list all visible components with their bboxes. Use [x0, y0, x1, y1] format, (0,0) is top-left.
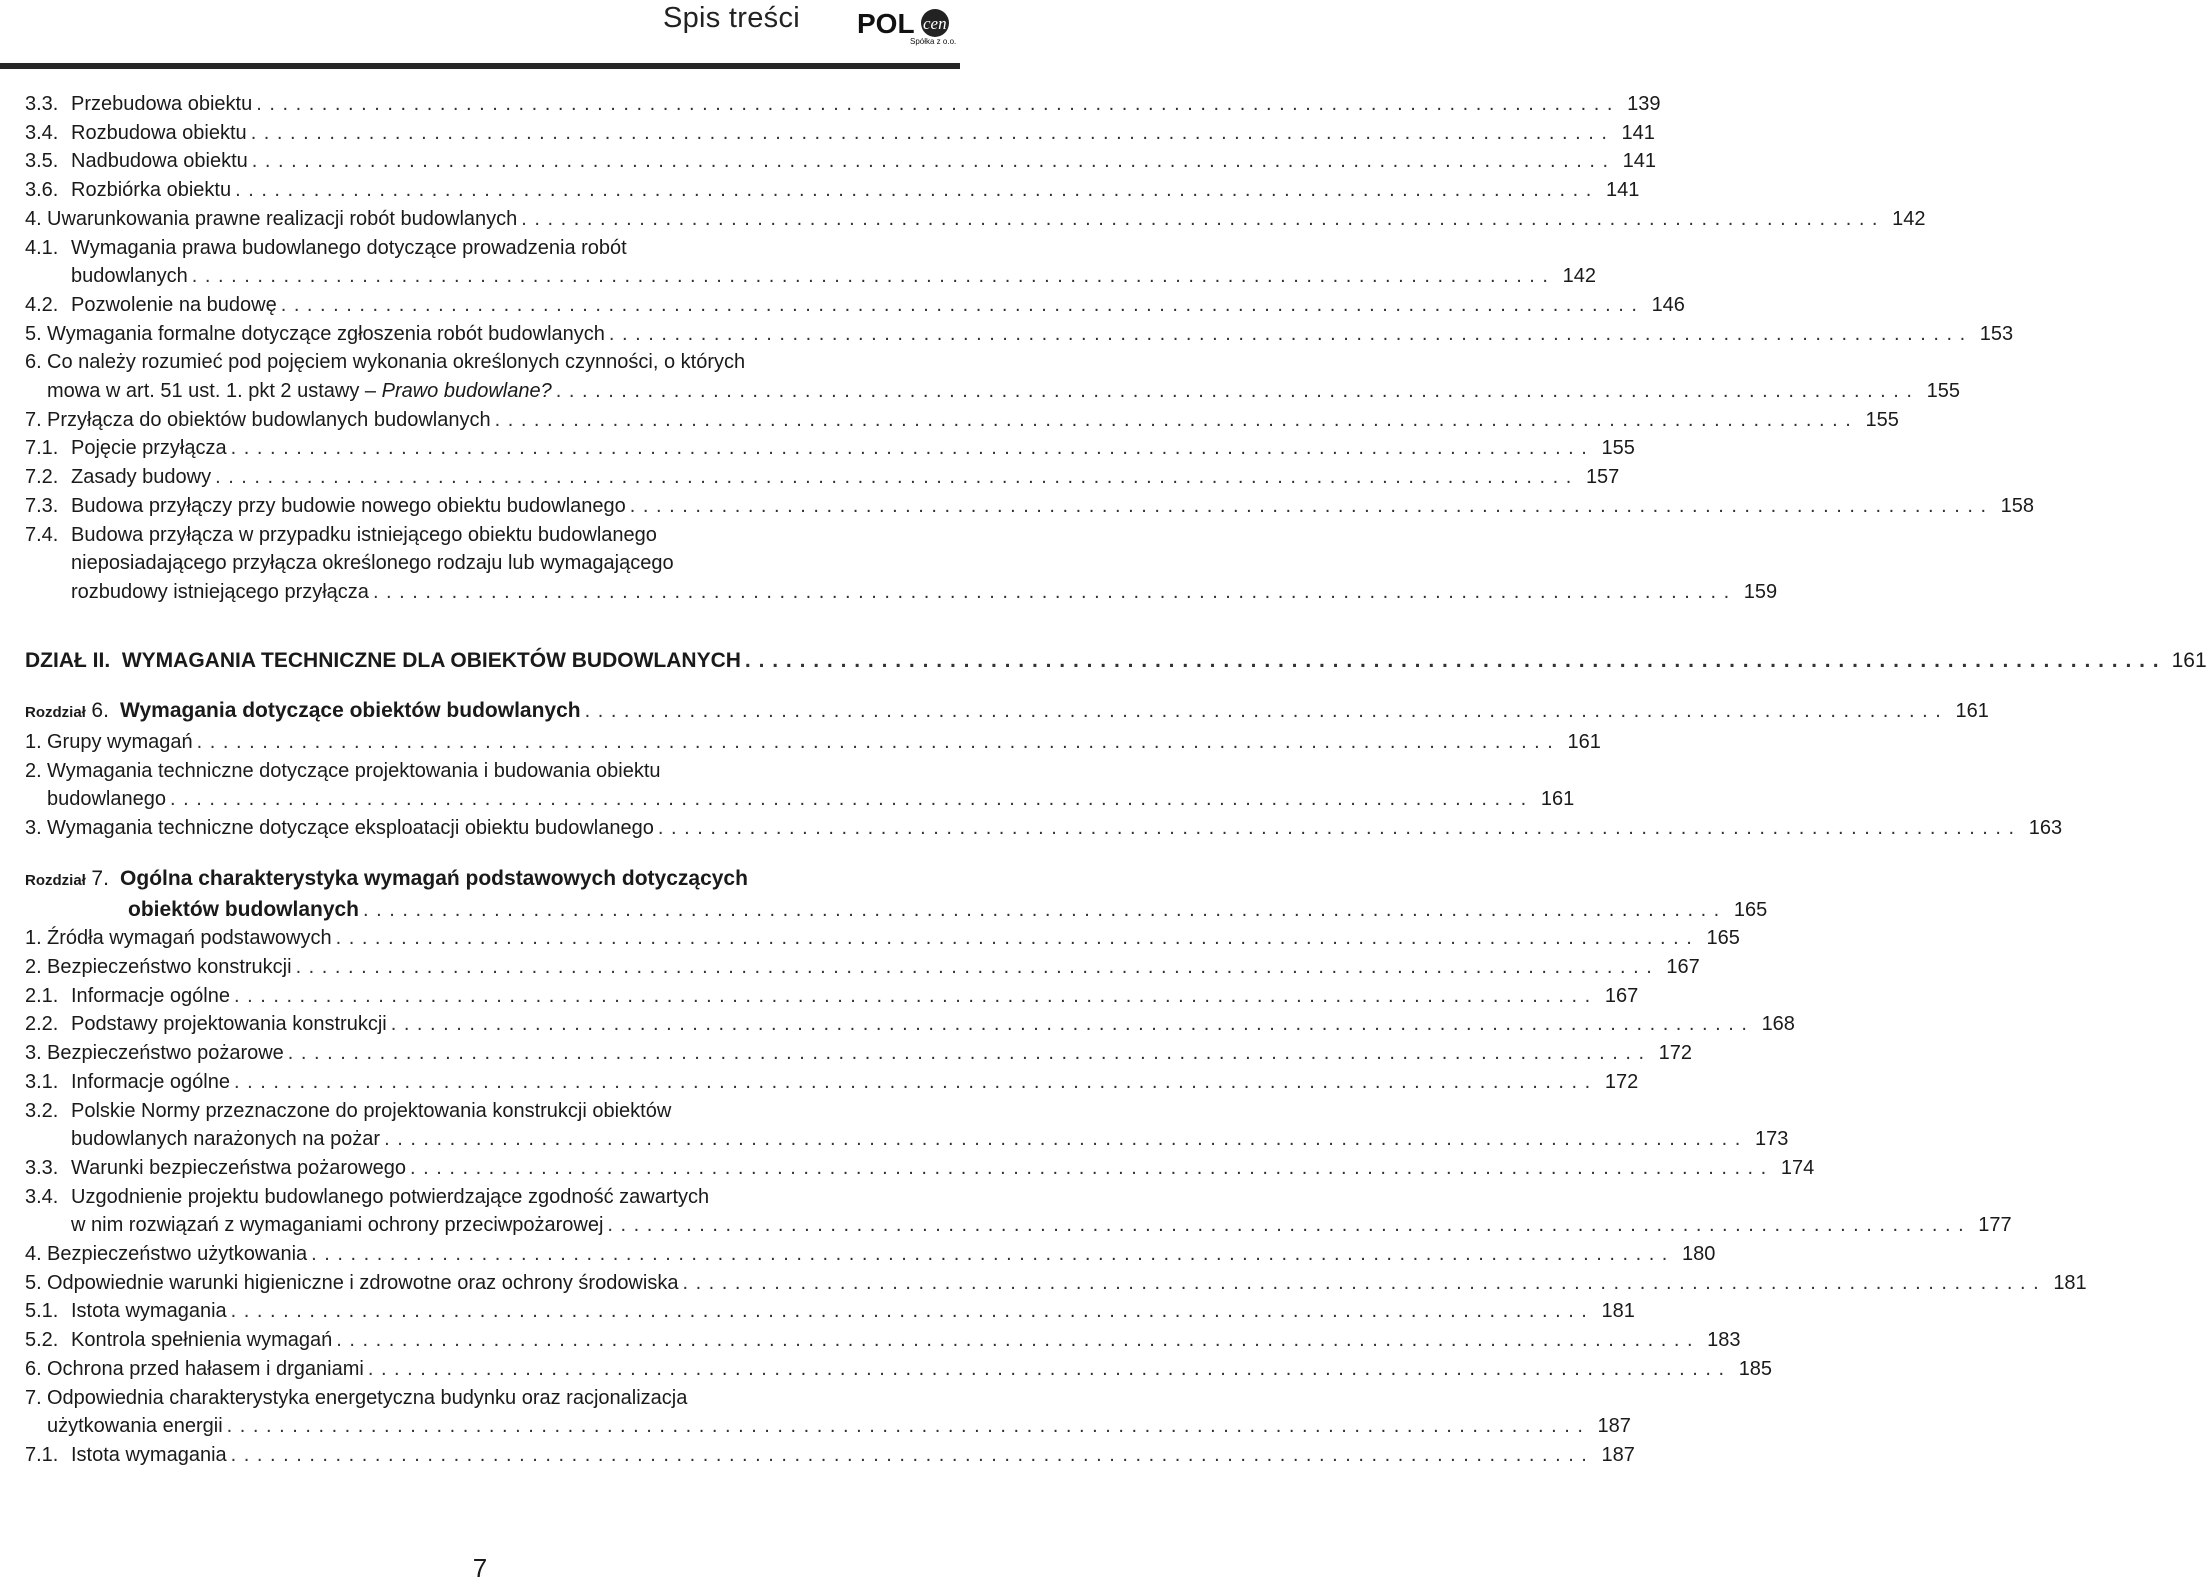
publisher-logo — [855, 6, 957, 46]
entry-title: Warunki bezpieczeństwa pożarowego — [71, 1156, 406, 1179]
entry-last-line — [25, 1154, 1815, 1183]
entry-last-line — [25, 147, 1657, 176]
entry-last-line — [25, 982, 1639, 1011]
entry-last-line — [25, 1125, 1789, 1154]
toc-entry[interactable] — [25, 1097, 1789, 1154]
entry-last-line — [25, 90, 1661, 119]
entry-number: 4.2. — [25, 293, 59, 316]
entry-last-line — [25, 953, 1700, 982]
toc-entry[interactable] — [25, 463, 1620, 492]
entry-last-line — [25, 463, 1620, 492]
entry-number: 3. — [25, 1042, 42, 1065]
dot-leader — [336, 924, 1692, 953]
entry-last-line — [25, 1240, 1716, 1269]
entry-last-line — [25, 1068, 1639, 1097]
toc-entry[interactable] — [25, 757, 1575, 814]
entry-title: Bezpieczeństwo użytkowania — [47, 1243, 308, 1266]
entry-number: 3.5. — [25, 150, 59, 173]
chapter-number: 7. — [91, 866, 109, 890]
dot-leader — [607, 1211, 1963, 1240]
dot-leader — [391, 1010, 1747, 1039]
entry-title: Podstawy projektowania konstrukcji — [71, 1013, 387, 1036]
entry-title: Bezpieczeństwo konstrukcji — [47, 955, 292, 978]
entry-title-line — [25, 757, 940, 786]
entry-page-number: 172 — [1658, 1042, 1693, 1065]
dot-leader — [410, 1154, 1766, 1183]
entry-page-number: 155 — [1865, 408, 1899, 431]
entry-last-line — [25, 924, 1740, 953]
toc-entry[interactable] — [25, 1355, 1773, 1384]
entry-last-line — [25, 406, 1899, 435]
entry-number: 3.4. — [25, 1185, 59, 1208]
dot-leader — [231, 434, 1587, 463]
entry-number: 7. — [25, 408, 42, 431]
dzial-page-number: 161 — [2171, 648, 2207, 672]
dot-leader — [227, 1412, 1583, 1441]
entry-page-number: 180 — [1682, 1243, 1716, 1266]
dot-leader — [252, 147, 1608, 176]
entry-number: 5. — [25, 322, 42, 345]
entry-last-line — [25, 1010, 1795, 1039]
entry-number: 4.1. — [25, 236, 59, 259]
entry-number: 3.4. — [25, 121, 59, 144]
entry-page-number: 185 — [1738, 1357, 1773, 1380]
entry-number: 5.1. — [25, 1300, 59, 1323]
dot-leader — [281, 291, 1637, 320]
entry-page-number: 167 — [1604, 984, 1639, 1007]
entry-number: 5.2. — [25, 1329, 59, 1352]
entry-last-line — [25, 1297, 1635, 1326]
entry-number: 2. — [25, 759, 42, 782]
chapter-title-line: Ogólna charakterystyka wymagań podstawowych dotyczących — [120, 866, 748, 890]
toc-entry[interactable] — [25, 982, 1639, 1011]
dot-leader — [495, 406, 1851, 435]
entry-title: Źródła wymagań podstawowych — [47, 927, 332, 950]
entry-last-line — [25, 1441, 1635, 1470]
entry-title-line — [25, 234, 940, 263]
chapter-title: Wymagania dotyczące obiektów budowlanych — [120, 699, 581, 723]
entry-number: 6. — [25, 351, 42, 374]
entry-number: 2.1. — [25, 984, 59, 1007]
entry-page-number: 181 — [1601, 1300, 1635, 1323]
entry-title: Istota wymagania — [71, 1300, 227, 1323]
entry-number: 4. — [25, 1243, 42, 1266]
dot-leader — [630, 492, 1986, 521]
toc-entry[interactable] — [25, 406, 1899, 435]
dot-leader — [234, 982, 1590, 1011]
dot-leader — [197, 728, 1553, 757]
spacer — [25, 675, 940, 697]
entry-title-italic: Prawo budowlane? — [381, 380, 552, 403]
entry-title: Wymagania formalne dotyczące zgłoszenia robót budowlanych — [47, 322, 605, 345]
entry-number: 7. — [25, 1386, 42, 1409]
dot-leader — [368, 1355, 1724, 1384]
dot-leader — [296, 953, 1652, 982]
toc-entry[interactable] — [25, 90, 1661, 119]
entry-number: 3.2. — [25, 1099, 59, 1122]
toc-entry[interactable] — [25, 1326, 1741, 1355]
entry-title-line — [25, 1097, 940, 1126]
entry-title: użytkowania energii — [47, 1415, 223, 1438]
dot-leader — [384, 1125, 1740, 1154]
entry-number: 2.2. — [25, 1013, 59, 1036]
entry-title: Rozbiórka obiektu — [71, 179, 232, 202]
entry-title: Zasady budowy — [71, 466, 212, 489]
entry-title: Wymagania prawa budowlanego dotyczące prowadzenia robót — [71, 236, 627, 259]
entry-page-number: 174 — [1780, 1156, 1815, 1179]
entry-title: Co należy rozumieć pod pojęciem wykonania określonych czynności, o których — [47, 351, 746, 374]
chapter-heading-7[interactable] — [25, 865, 940, 896]
entry-title: budowlanych — [71, 265, 188, 288]
entry-last-line — [25, 1269, 2087, 1298]
chapter-number: 6. — [91, 699, 109, 723]
chapter-page-number: 161 — [1955, 700, 1989, 723]
entry-title: Ochrona przed hałasem i drganiami — [47, 1357, 364, 1380]
entry-page-number: 141 — [1605, 179, 1640, 202]
entry-page-number: 183 — [1707, 1329, 1741, 1352]
dot-leader — [215, 463, 1571, 492]
entry-page-number: 177 — [1978, 1214, 2012, 1237]
chapter-heading-6[interactable] — [25, 697, 1989, 728]
entry-page-number: 181 — [2053, 1271, 2087, 1294]
entry-number: 2. — [25, 955, 42, 978]
entry-title: Pozwolenie na budowę — [71, 293, 277, 316]
dot-leader — [235, 176, 1591, 205]
toc-entry[interactable] — [25, 1068, 1639, 1097]
entry-title: nieposiadającego przyłącza określonego rodzaju lub wymagającego — [71, 552, 674, 575]
toc-entry[interactable] — [25, 1183, 2012, 1240]
entry-title: Kontrola spełnienia wymagań — [71, 1329, 333, 1352]
entry-page-number: 153 — [1979, 322, 2014, 345]
toc-entry[interactable] — [25, 1297, 1635, 1326]
entry-title: Wymagania techniczne dotyczące eksploatacji obiektu budowlanego — [47, 817, 654, 840]
toc-entry[interactable] — [25, 1441, 1635, 1470]
entry-last-line — [25, 1412, 1631, 1441]
entry-last-line — [25, 728, 1601, 757]
entry-title: Uzgodnienie projektu budowlanego potwierdzające zgodność zawartych — [71, 1185, 710, 1208]
toc-entry[interactable] — [25, 814, 2063, 843]
entry-title: budowlanych narażonych na pożar — [71, 1128, 381, 1151]
entry-number: 3.6. — [25, 179, 59, 202]
toc-entry[interactable] — [25, 1010, 1795, 1039]
dot-leader — [609, 320, 1965, 349]
header-rule — [0, 63, 960, 69]
entry-title: Polskie Normy przeznaczone do projektowania konstrukcji obiektów — [71, 1099, 672, 1122]
entry-page-number: 139 — [1627, 93, 1661, 115]
entry-last-line — [25, 1326, 1741, 1355]
entry-page-number: 165 — [1706, 927, 1740, 950]
entry-page-number: 161 — [1567, 731, 1601, 754]
entry-last-line — [25, 1211, 2012, 1240]
entry-title: Budowa przyłączy przy budowie nowego obiektu budowlanego — [71, 494, 626, 517]
dzial-heading[interactable] — [25, 647, 2207, 676]
entry-title: Przyłącza do obiektów budowlanych budowlanych — [47, 408, 491, 431]
entry-last-line — [25, 377, 1960, 406]
entry-title: Informacje ogólne — [71, 1070, 230, 1093]
entry-last-line — [25, 291, 1685, 320]
entry-number: 3.1. — [25, 1070, 59, 1093]
entry-title: Istota wymagania — [71, 1443, 227, 1466]
toc-entry[interactable] — [25, 1240, 1716, 1269]
entry-title-line — [25, 348, 940, 377]
entry-last-line — [25, 492, 2035, 521]
entry-title: rozbudowy istniejącego przyłącza — [71, 580, 369, 603]
entry-last-line — [25, 119, 1655, 148]
entry-title: Grupy wymagań — [47, 731, 193, 754]
table-of-contents — [25, 90, 2207, 1470]
entry-page-number: 141 — [1622, 150, 1657, 173]
entry-title: Bezpieczeństwo pożarowe — [47, 1042, 284, 1065]
toc-entry[interactable] — [25, 119, 1655, 148]
toc-entry[interactable] — [25, 147, 1657, 176]
dzial-label: DZIAŁ II. — [25, 648, 111, 672]
entry-title: Uwarunkowania prawne realizacji robót budowlanych — [47, 207, 518, 230]
entry-last-line — [25, 262, 1596, 291]
toc-entry[interactable] — [25, 1154, 1815, 1183]
entry-title: Rozbudowa obiektu — [71, 121, 247, 144]
chapter-label: Rozdział — [25, 871, 86, 889]
chapter-page-number: 165 — [1733, 898, 1768, 921]
toc-entry[interactable] — [25, 205, 1926, 234]
svg-text:cen: cen — [923, 14, 947, 33]
dot-leader — [256, 90, 1612, 119]
entry-title: Odpowiednie warunki higieniczne i zdrowotne oraz ochrony środowiska — [47, 1271, 679, 1294]
entry-page-number: 163 — [2028, 817, 2063, 840]
toc-entry[interactable] — [25, 291, 1685, 320]
entry-last-line — [25, 320, 2014, 349]
dot-leader — [192, 262, 1548, 291]
toc-entry[interactable] — [25, 953, 1700, 982]
entry-title-line — [25, 549, 940, 578]
toc-entry[interactable] — [25, 348, 1960, 405]
toc-entry[interactable] — [25, 521, 1778, 607]
entry-page-number: 167 — [1666, 955, 1700, 978]
entry-page-number: 161 — [1540, 788, 1575, 811]
entry-number: 1. — [25, 731, 42, 754]
dot-leader — [231, 1297, 1587, 1326]
entry-last-line — [25, 1355, 1773, 1384]
dot-leader — [234, 1068, 1590, 1097]
entry-title: Odpowiednia charakterystyka energetyczna budynku oraz racjonalizacja — [47, 1386, 688, 1409]
entry-page-number: 142 — [1892, 207, 1926, 230]
chapter-heading-7-cont — [25, 896, 1768, 925]
entry-title-line — [25, 521, 940, 550]
svg-text:Spółka z o.o.: Spółka z o.o. — [910, 37, 957, 46]
chapter-title: obiektów budowlanych — [128, 897, 360, 921]
page-number: 7 — [472, 1553, 488, 1583]
entry-number: 7.3. — [25, 494, 59, 517]
dot-leader — [170, 785, 1526, 814]
entry-page-number: 157 — [1585, 466, 1620, 489]
entry-number: 7.4. — [25, 523, 59, 546]
entry-title: Przebudowa obiektu — [71, 93, 253, 115]
entry-page-number: 173 — [1754, 1128, 1789, 1151]
svg-text:POL: POL — [857, 8, 915, 39]
entry-title-line — [25, 1384, 940, 1413]
dot-leader — [682, 1269, 2038, 1298]
entry-title: w nim rozwiązań z wymaganiami ochrony przeciwpożarowej — [71, 1214, 604, 1237]
entry-number: 3.3. — [25, 93, 59, 115]
dot-leader — [521, 205, 1877, 234]
dot-leader — [658, 814, 2014, 843]
dot-leader — [585, 697, 1941, 726]
dot-leader — [336, 1326, 1692, 1355]
entry-title: Pojęcie przyłącza — [71, 437, 227, 460]
entry-title-line — [25, 1183, 940, 1212]
entry-title: budowlanego — [47, 788, 166, 811]
dzial-title: WYMAGANIA TECHNICZNE DLA OBIEKTÓW BUDOWLANYCH — [121, 648, 741, 672]
entry-page-number: 172 — [1604, 1070, 1639, 1093]
dot-leader — [288, 1039, 1644, 1068]
entry-page-number: 168 — [1761, 1013, 1795, 1036]
dot-leader — [311, 1240, 1667, 1269]
page-header — [0, 0, 960, 78]
entry-number: 7.1. — [25, 437, 59, 460]
entry-last-line — [25, 176, 1640, 205]
entry-page-number: 155 — [1601, 437, 1635, 460]
entry-number: 6. — [25, 1357, 42, 1380]
entry-title: Wymagania techniczne dotyczące projektowania i budowania obiektu — [47, 759, 661, 782]
entry-last-line — [25, 578, 1778, 607]
dot-leader — [363, 896, 1719, 925]
entry-page-number: 155 — [1926, 380, 1960, 403]
entry-last-line — [25, 785, 1575, 814]
entry-page-number: 146 — [1651, 293, 1685, 316]
entry-number: 7.2. — [25, 466, 59, 489]
entry-page-number: 187 — [1601, 1443, 1635, 1466]
toc-entry[interactable] — [25, 492, 2035, 521]
entry-page-number: 159 — [1743, 580, 1778, 603]
spacer — [25, 607, 940, 647]
toc-entry[interactable] — [25, 434, 1635, 463]
entry-title: Nadbudowa obiektu — [71, 150, 248, 173]
toc-entry[interactable] — [25, 320, 2014, 349]
entry-title: Budowa przyłącza w przypadku istniejącego obiektu budowlanego — [71, 523, 657, 546]
entry-number: 1. — [25, 927, 42, 950]
toc-entry[interactable] — [25, 1384, 1631, 1441]
toc-entry[interactable] — [25, 728, 1601, 757]
header-title: Spis treści — [662, 2, 800, 34]
entry-number: 4. — [25, 207, 42, 230]
dot-leader — [231, 1441, 1587, 1470]
entry-page-number: 141 — [1621, 121, 1655, 144]
dot-leader — [745, 647, 2159, 676]
entry-last-line — [25, 434, 1635, 463]
dot-leader — [373, 578, 1729, 607]
toc-entry[interactable] — [25, 1269, 2087, 1298]
entry-number: 5. — [25, 1271, 42, 1294]
chapter-label: Rozdział — [25, 704, 86, 722]
toc-entry[interactable] — [25, 234, 1596, 291]
entry-number: 7.1. — [25, 1443, 59, 1466]
entry-last-line — [25, 205, 1926, 234]
entry-page-number: 187 — [1597, 1415, 1631, 1438]
entry-last-line — [25, 814, 2063, 843]
entry-page-number: 142 — [1562, 265, 1596, 288]
dot-leader — [251, 119, 1607, 148]
toc-entry[interactable] — [25, 176, 1640, 205]
dot-leader — [556, 377, 1912, 406]
entry-last-line — [25, 1039, 1693, 1068]
entry-title: Informacje ogólne — [71, 984, 230, 1007]
toc-entry[interactable] — [25, 1039, 1693, 1068]
spacer — [25, 843, 940, 865]
entry-number: 3. — [25, 817, 42, 840]
entry-number: 3.3. — [25, 1156, 59, 1179]
entry-page-number: 158 — [2000, 494, 2035, 517]
toc-entry[interactable] — [25, 924, 1740, 953]
entry-title: mowa w art. 51 ust. 1. pkt 2 ustawy – — [47, 380, 377, 403]
